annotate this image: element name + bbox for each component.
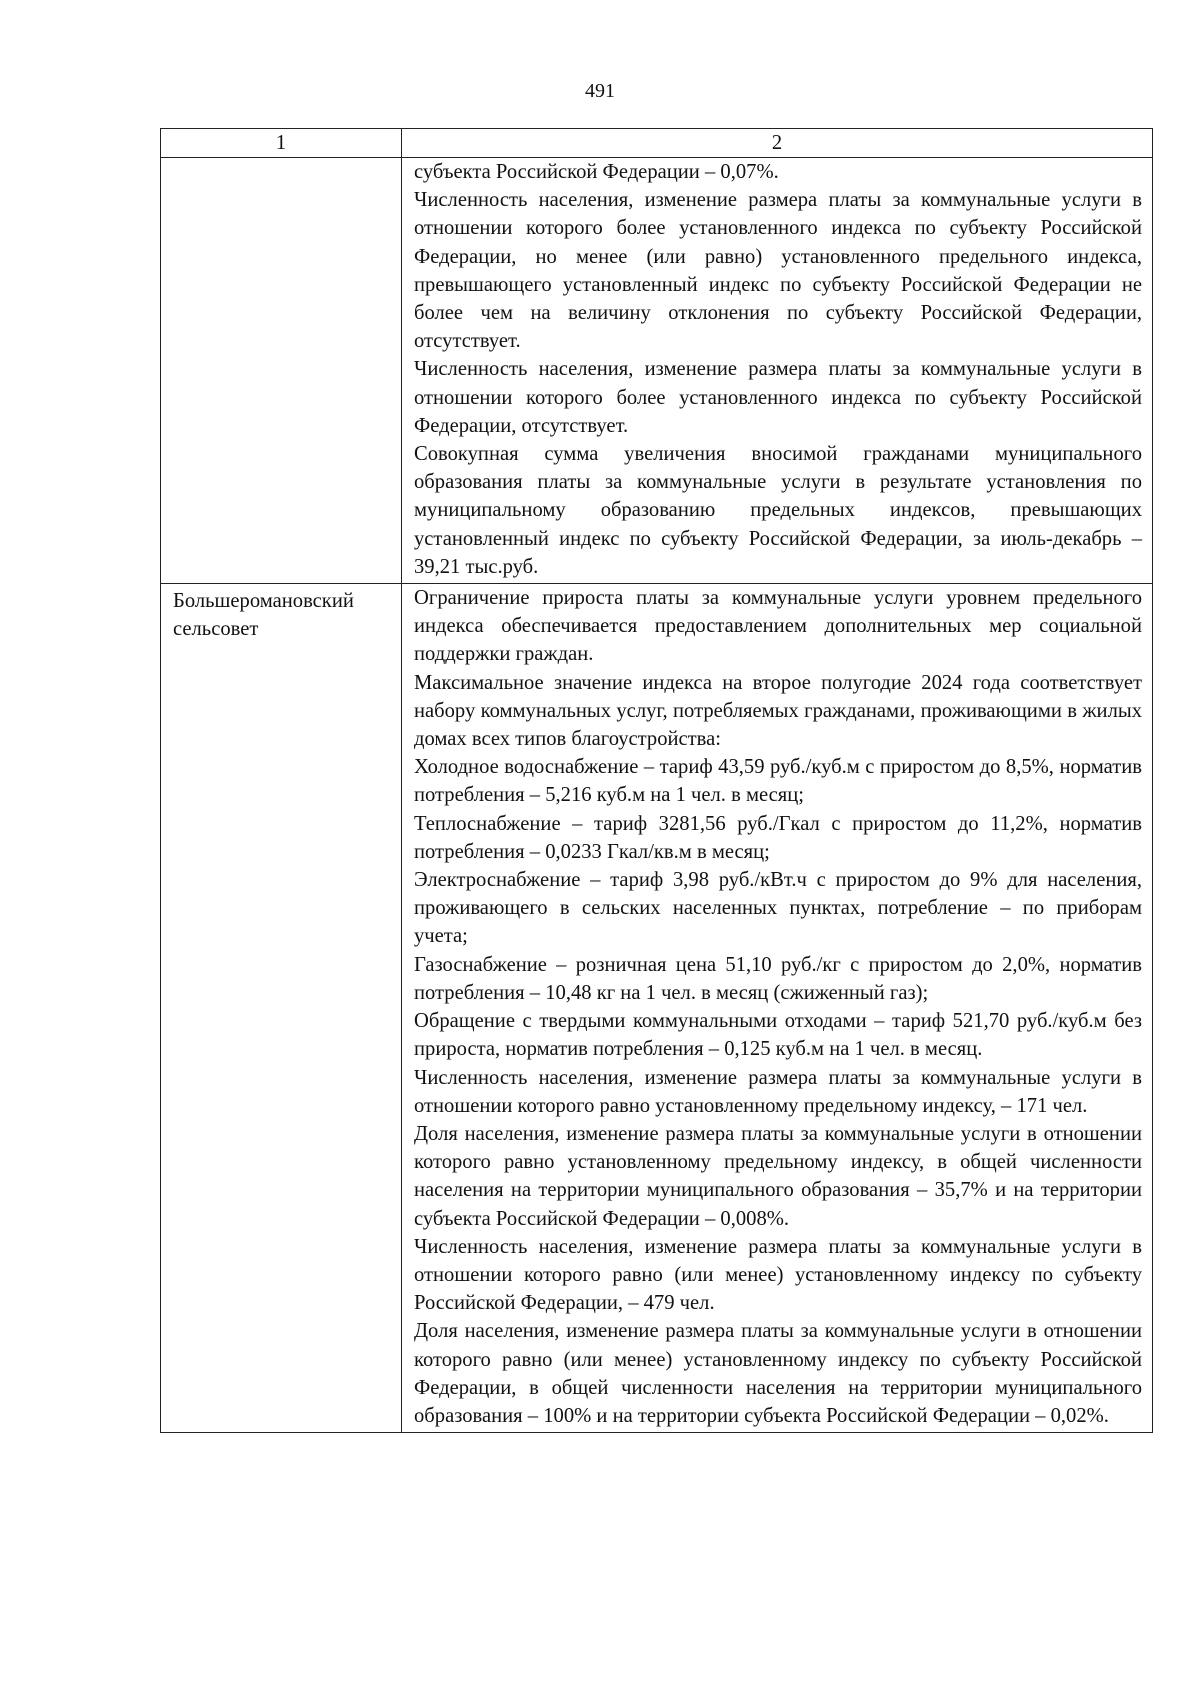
table-row [161, 158, 1153, 584]
paragraph: Численность населения, изменение размера платы за коммунальные услуги в отношении которого равно установленному предельному индексу, – 171 чел. [414, 1066, 1142, 1117]
paragraph: Электроснабжение – тариф 3,98 руб./кВт.ч с приростом до 9% для населения, проживающего в сельских населенных пунктах, потребление – по приборам учета; [414, 869, 1142, 948]
paragraph: Численность населения, изменение размера платы за коммунальные услуги в отношении которого более установленного индекса по субъекту Российской Федерации, но менее (или равно) установленного предельного индекса, превышающего установленный индекс по субъекту Российской Федерации не более чем на величину отклонения по субъекту Российской Федерации, отсутствует. [414, 189, 1142, 353]
municipal-index-table [160, 128, 1153, 1433]
paragraph: Численность населения, изменение размера платы за коммунальные услуги в отношении которого равно (или менее) установленному индексу по субъекту Российской Федерации, – 479 чел. [414, 1235, 1142, 1315]
municipality-name-cell [161, 158, 402, 584]
paragraph: Максимальное значение индекса на второе полугодие 2024 года соответствует набору коммунальных услуг, потребляемых гражданами, проживающими в жилых домах всех типов благоустройства: [414, 671, 1142, 751]
paragraph: Численность населения, изменение размера платы за коммунальные услуги в отношении которого более установленного индекса по субъекту Российской Федерации, отсутствует. [414, 358, 1142, 437]
municipality-name-cell: Большеромановский сельсовет [161, 584, 402, 1433]
paragraph: Ограничение прироста платы за коммунальные услуги уровнем предельного индекса обеспечивается предоставлением дополнительных мер социальной поддержки граждан. [414, 587, 1142, 666]
paragraph: Доля населения, изменение размера платы за коммунальные услуги в отношении которого равно (или менее) установленному индексу по субъекту Российской Федерации, в общей численности населения на территории муниципального образования – 100% и на территории субъекта Российской Федерации – 0,02%. [414, 1320, 1142, 1427]
paragraph: Обращение с твердыми коммунальными отходами – тариф 521,70 руб./куб.м без прироста, норматив потребления – 0,125 куб.м на 1 чел. в месяц. [414, 1010, 1142, 1061]
paragraph: Холодное водоснабжение – тариф 43,59 руб./куб.м с приростом до 8,5%, норматив потребления – 5,216 куб.м на 1 чел. в месяц; [414, 756, 1142, 807]
description-cell [402, 158, 1153, 584]
paragraph: Доля населения, изменение размера платы за коммунальные услуги в отношении которого равно установленному предельному индексу, в общей численности населения на территории муниципального образования – 35,7% и на территории субъекта Российской Федерации – 0,008%. [414, 1122, 1142, 1230]
paragraph: Совокупная сумма увеличения вносимой гражданами муниципального образования платы за коммунальные услуги в результате установления по муниципальному образованию предельных индексов, превышающих установленный индекс по субъекту Российской Федерации, за июль-декабрь – 39,21 тыс.руб. [414, 443, 1142, 578]
table-row [161, 584, 1153, 1433]
paragraph: Газоснабжение – розничная цена 51,10 руб./кг с приростом до 2,0%, норматив потребления – 10,48 кг на 1 чел. в месяц (сжиженный газ); [414, 953, 1142, 1004]
table-header-row [161, 129, 1153, 158]
column-header-2: 2 [402, 129, 1153, 158]
paragraph: субъекта Российской Федерации – 0,07%. [414, 161, 779, 183]
description-cell [402, 584, 1153, 1433]
column-header-1: 1 [161, 129, 402, 158]
page-number: 491 [585, 80, 615, 102]
paragraph: Теплоснабжение – тариф 3281,56 руб./Гкал с приростом до 11,2%, норматив потребления – 0,0233 Гкал/кв.м в месяц; [414, 812, 1142, 863]
